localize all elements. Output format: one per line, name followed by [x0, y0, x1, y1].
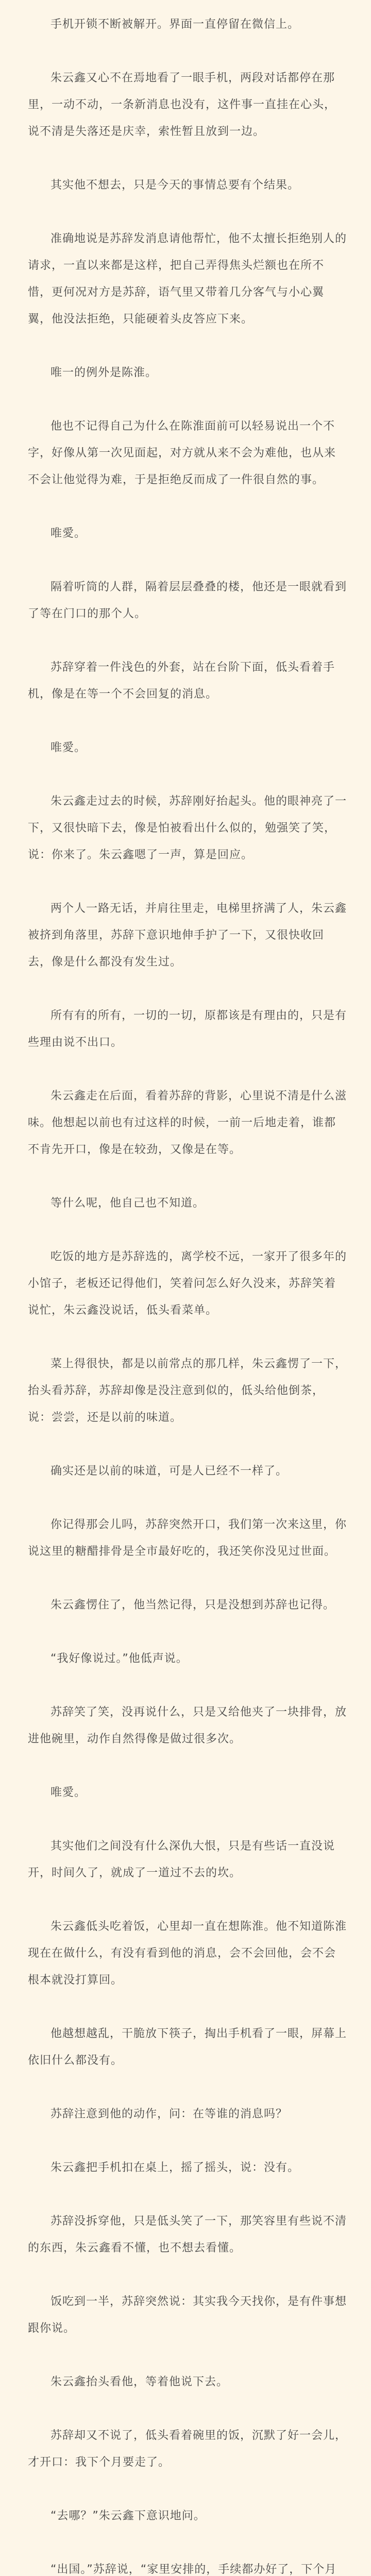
article-paragraph: “出国。”苏辞说，“家里安排的，手续都办好了，下个月: [50, 2563, 337, 2576]
article-paragraph: 唯愛。: [50, 1786, 87, 1799]
article-paragraph: 其实他不想去，只是今天的事情总要有个结果。: [50, 179, 300, 192]
article-paragraph: “去哪？”朱云鑫下意识地问。: [50, 2510, 206, 2522]
article-paragraph: 苏辞却又不说了，低头看着碗里的饭，沉默了好一会儿，才开口：我下个月要走了。: [28, 2429, 347, 2469]
article-paragraph: 饭吃到一半，苏辞突然说：其实我今天找你，是有件事想跟你说。: [28, 2295, 347, 2335]
article-paragraph: 他也不记得自己为什么在陈淮面前可以轻易说出一个不字，好像从第一次见面起，对方就从来不会为难他，也从来不会让他觉得为难，于是拒绝反而成了一件很自然的事。: [28, 420, 336, 486]
article-paragraph: 他越想越乱，干脆放下筷子，掏出手机看了一眼，屏幕上依旧什么都没有。: [28, 2027, 347, 2067]
article-paragraph: 苏辞注意到他的动作，问：在等谁的消息吗？: [50, 2108, 288, 2121]
article-paragraph: 菜上得很快，都是以前常点的那几样，朱云鑫愣了一下，抬头看苏辞，苏辞却像是没注意到似的，低头给他倒茶，说：尝尝，还是以前的味道。: [28, 1358, 347, 1424]
article-paragraph: 隔着听筒的人群，隔着层层叠叠的楼，他还是一眼就看到了等在门口的那个人。: [28, 581, 347, 620]
article-paragraph: 两个人一路无话，并肩往里走，电梯里挤满了人，朱云鑫被挤到角落里，苏辞下意识地伸手护了一下，又很快收回去，像是什么都没有发生过。: [28, 902, 347, 969]
article-paragraph: 朱云鑫低头吃着饭，心里却一直在想陈淮。他不知道陈淮现在在做什么，有没有看到他的消息，会不会回他，会不会根本就没打算回。: [28, 1920, 347, 1987]
article-paragraph: 朱云鑫把手机扣在桌上，摇了摇头，说：没有。: [50, 2161, 300, 2174]
article-paragraph: 苏辞穿着一件浅色的外套，站在台阶下面，低头看着手机，像是在等一个不会回复的消息。: [28, 661, 335, 701]
article-paragraph: 苏辞没拆穿他，只是低头笑了一下，那笑容里有些说不清的东西，朱云鑫看不懂，也不想去看懂。: [28, 2215, 347, 2255]
article-paragraph: 唯一的例外是陈淮。: [50, 366, 158, 379]
article-paragraph: “我好像说过。”他低声说。: [50, 1652, 188, 1665]
article-paragraph: 唯愛。: [50, 741, 87, 754]
article-paragraph: 朱云鑫又心不在焉地看了一眼手机，两段对话都停在那里，一动不动，一条新消息也没有，这件事一直挂在心头，说不清是失落还是庆幸，索性暂且放到一边。: [28, 72, 336, 138]
article-paragraph: 吃饭的地方是苏辞选的，离学校不远，一家开了很多年的小馆子，老板还记得他们，笑着问怎么好久没来，苏辞笑着说忙，朱云鑫没说话，低头看菜单。: [28, 1250, 347, 1317]
article-paragraph: 确实还是以前的味道，可是人已经不一样了。: [50, 1465, 288, 1478]
article-paragraph: 朱云鑫抬头看他，等着他说下去。: [50, 2376, 229, 2388]
article-paragraph: 其实他们之间没有什么深仇大恨，只是有些话一直没说开，时间久了，就成了一道过不去的坎。: [28, 1840, 335, 1879]
article-paragraph: 等什么呢，他自己也不知道。: [50, 1197, 205, 1210]
article-paragraph: 苏辞笑了笑，没再说什么，只是又给他夹了一块排骨，放进他碗里，动作自然得像是做过很多次。: [28, 1706, 347, 1745]
article-paragraph: 朱云鑫愣住了，他当然记得，只是没想到苏辞也记得。: [50, 1599, 335, 1612]
article-paragraph: 朱云鑫走在后面，看着苏辞的背影，心里说不清是什么滋味。他想起以前也有过这样的时候，一前一后地走着，谁都不肯先开口，像是在较劲，又像是在等。: [28, 1090, 347, 1156]
article-paragraph: 唯愛。: [50, 527, 87, 540]
article-paragraph: 手机开锁不断被解开。界面一直停留在微信上。: [50, 18, 300, 31]
article-paragraph: 朱云鑫走过去的时候，苏辞刚好抬起头。他的眼神亮了一下，又很快暗下去，像是怕被看出什么似的，勉强笑了笑，说：你来了。朱云鑫嗯了一声，算是回应。: [28, 795, 347, 861]
article-paragraph: 所有有的所有，一切的一切，原都该是有理由的，只是有些理由说不出口。: [28, 1009, 347, 1049]
article-paragraph: 你记得那会儿吗，苏辞突然开口，我们第一次来这里，你说这里的糖醋排骨是全市最好吃的，我还笑你没见过世面。: [28, 1518, 347, 1558]
article-paragraph: 准确地说是苏辞发消息请他帮忙，他不太擅长拒绝别人的请求，一直以来都是这样，把自己弄得焦头烂额也在所不惜，更何况对方是苏辞，语气里又带着几分客气与小心翼翼，他没法拒绝，只能硬着头皮答应下来。: [28, 232, 347, 326]
